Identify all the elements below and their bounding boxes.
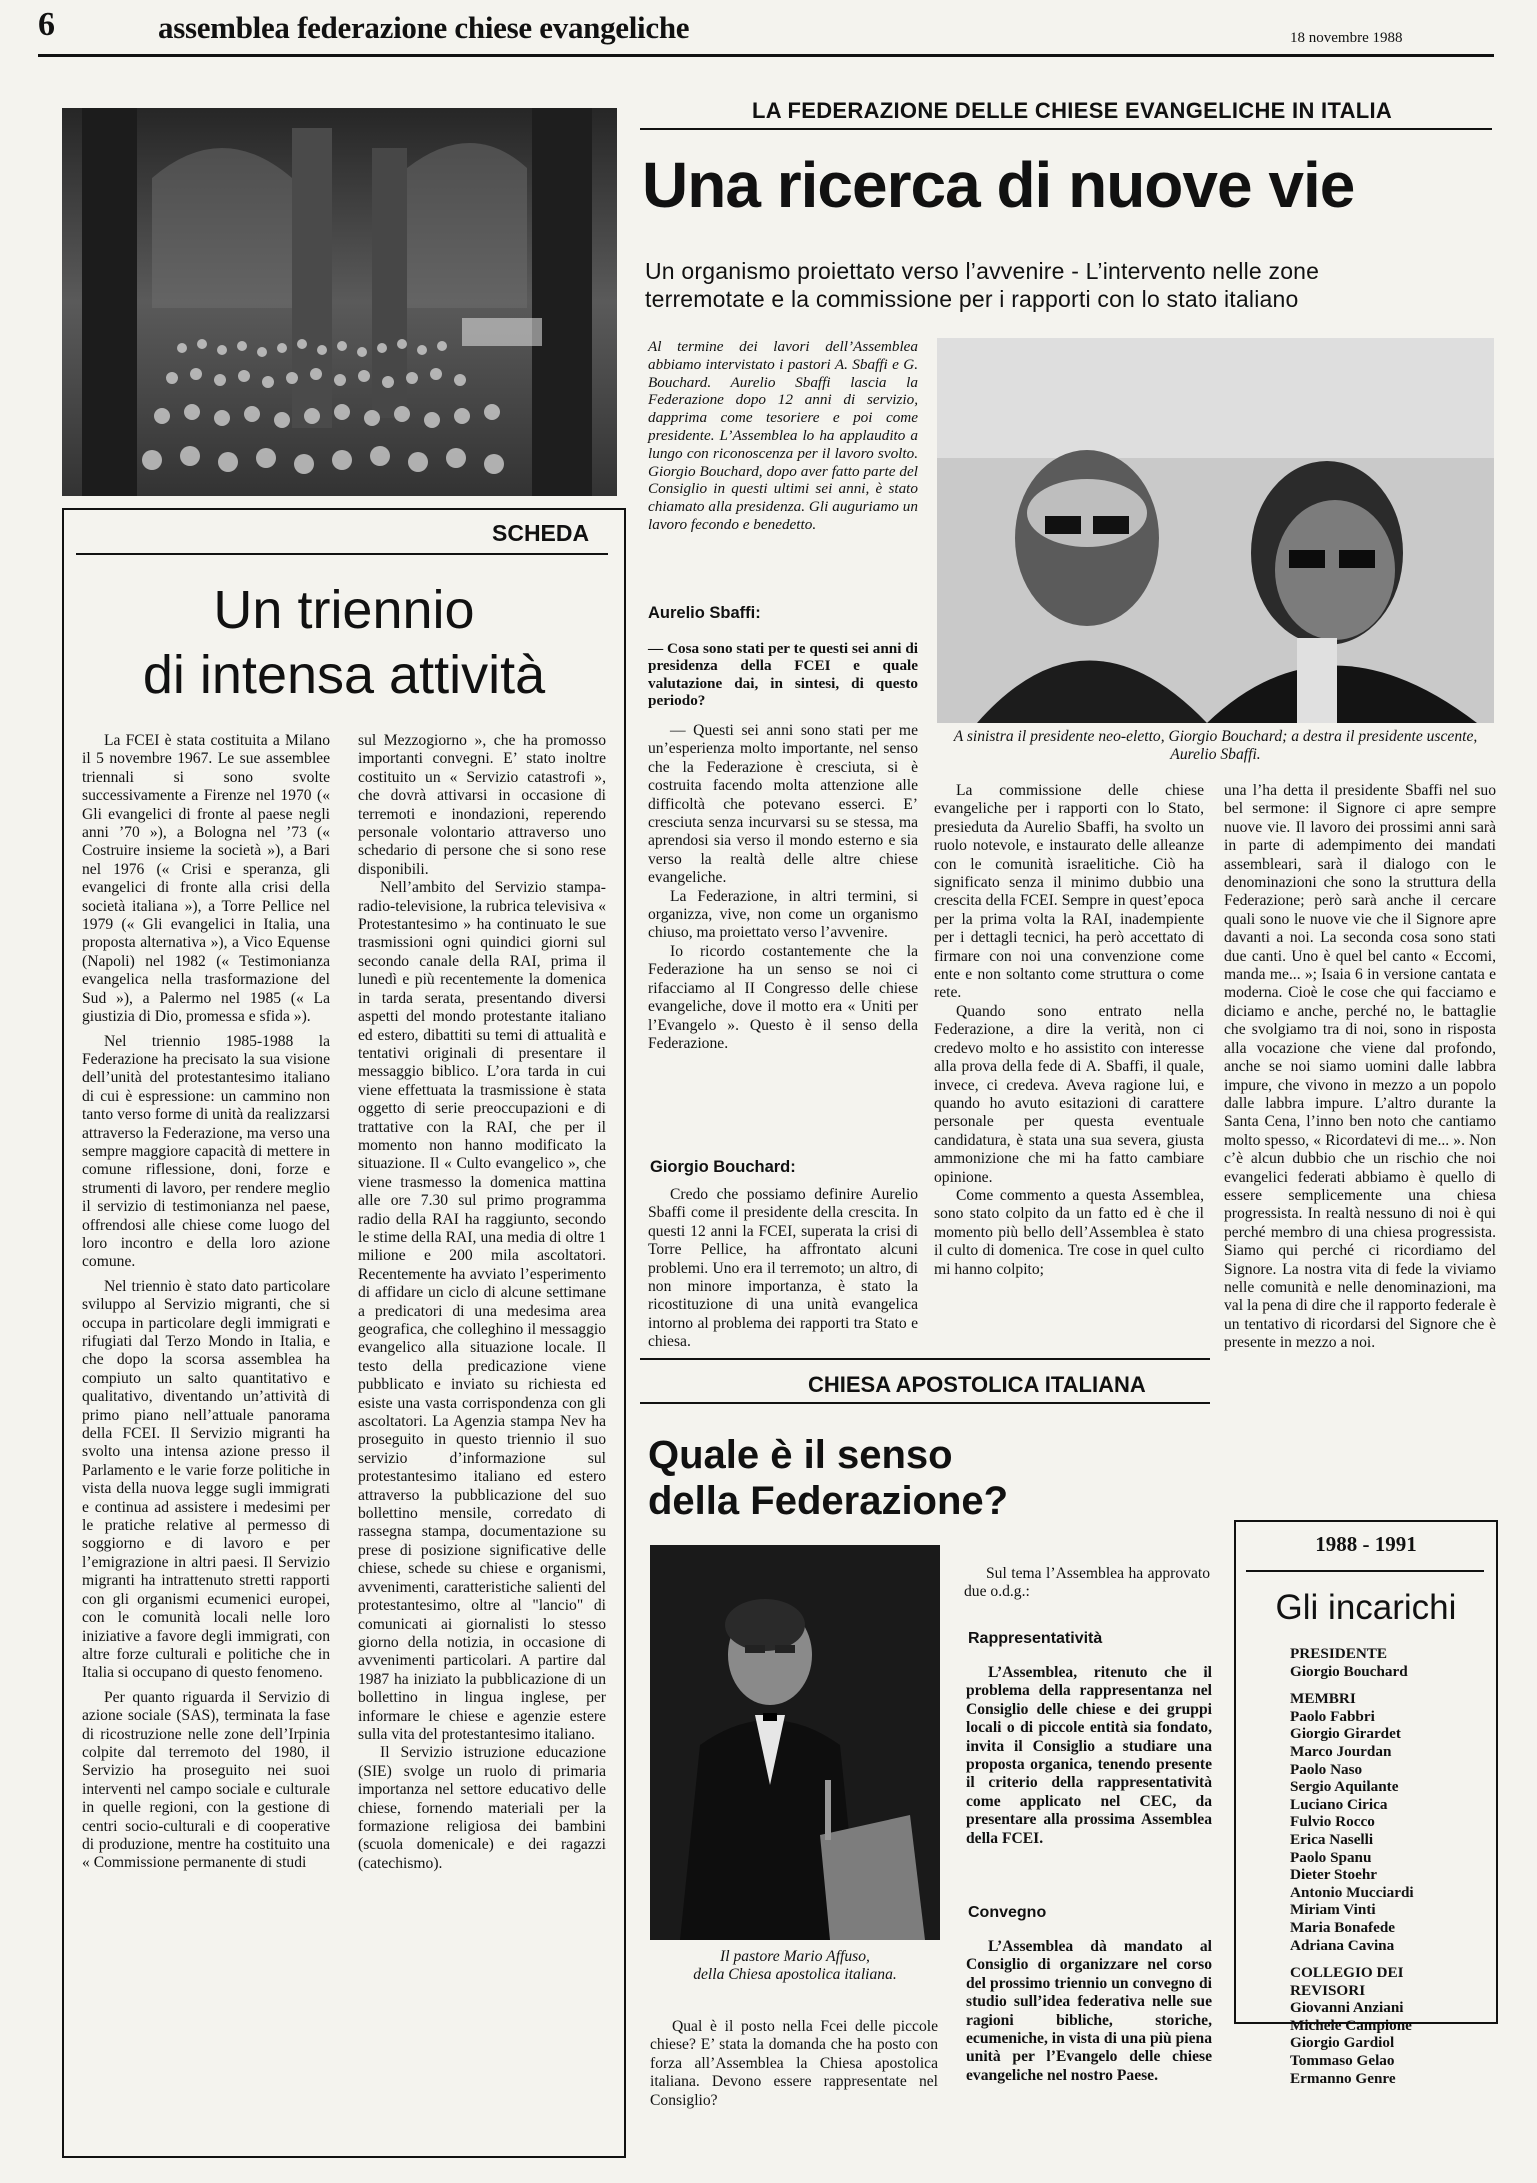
rappresentativita-subhead: Rappresentatività	[968, 1630, 1103, 1647]
incarichi-title: Gli incarichi	[1275, 1588, 1457, 1627]
incarichi-years: 1988 - 1991	[1315, 1532, 1417, 1556]
odg-convegno: L’Assemblea dà mandato al Consiglio di organizzare nel corso del prossimo triennio un convegno di studio sull’idea federativa nelle sue ragioni bibliche, storiche, ecumeniche, in vista di una più piena unità per l’Evangelo delle chiese evangeliche nel nostro Paese.	[966, 1938, 1212, 2084]
header-rule	[38, 54, 1494, 57]
speaker-bouchard-label: Giorgio Bouchard:	[650, 1158, 796, 1176]
main-column-3	[934, 782, 1204, 1279]
incarichi-list	[1290, 1645, 1490, 2087]
article-paragraph: Quando sono entrato nella Federazione, a dire la verità, non ci credevo molto e ho assistito con interesse alla prova della fede di A. Sbaffi, il quale, invece, ci credeva. Aveva ragione lui, e quando ho avuto esitazioni di carattere personale per questa eventuale candidatura, è stata una sua severa, giusta ammonizione che mi ha fatto cambiare opinione.	[934, 1002, 1204, 1186]
main-subtitle-line1: Un organismo proiettato verso l’avvenire - L’intervento nelle zone	[645, 258, 1320, 284]
main-kicker: LA FEDERAZIONE DELLE CHIESE EVANGELICHE IN ITALIA	[752, 98, 1393, 123]
membro: Luciano Cirica	[1290, 1795, 1388, 1813]
main-intro: Al termine dei lavori dell’Assemblea abbiamo intervistato i pastori A. Sbaffi e G. Bouchard. Aurelio Sbaffi lascia la Federazione dopo 12 anni di servizio, dapprima come tesoriere e poi come presidente. L’Assemblea lo ha applaudito a lungo con riconoscenza per il lavoro svolto. Giorgio Bouchard, dopo aver fatto parte del Consiglio in questi ultimi sei anni, è stato chiamato alla presidenza. Gli auguriamo un lavoro fecondo e benedetto.	[648, 338, 918, 533]
membro: Dieter Stoehr	[1290, 1866, 1378, 1884]
main-column-4	[1224, 782, 1496, 1353]
main-title: Una ricerca di nuove vie	[642, 149, 1355, 221]
incarichi-rule	[1246, 1570, 1484, 1572]
article-paragraph: una l’ha detta il presidente Sbaffi nel suo bel sermone: il Signore ci apre sempre nuove vie. Il lavoro dei prossimi anni sarà in parte di adempimento dei mandati assembleari, sarà il dialogo con le denominazioni che sono la struttura della Federazione; però sarà anche il cercare quali sono le nuove vie che il Signore apre davanti a noi. La seconda cosa sono stati due canti. Uno è quel bel canto « Eccomi, manda me... »; Isaia 6 in versione cantata e moderna. Cioè le cose che qui facciamo e diciamo e anche, perché no, le battaglie che svolgiamo tra di noi, sono in risposta alla vocazione che viene dal profondo, anche se noi siamo uomini dalle labbra impure, che vivono in mezzo a un popolo dalle labbra impure. L’altro durante la Santa Cena, l’inno ben noto che cantiamo molto spesso, « Ricordatevi di me... ». Non c’è alcun dubbio che un rischio che noi evangelici federati abbiamo è quello di essere semplicemente una chiesa progressista. In realtà nessuno di noi è qui perché membro di una chiesa progressista. Siamo qui perché ci ricordiamo del Signore. La nostra vita di fede la viviamo nelle comunità e nelle denominazioni, ma val la pena di dire che il rapporto federale è un tentativo di ricordarsi del Signore che è presente in mezzo a noi.	[1224, 782, 1496, 1352]
convegno-subhead: Convegno	[968, 1904, 1047, 1921]
apostolica-top-rule	[640, 1358, 1210, 1360]
assembly-hall-image	[62, 108, 617, 496]
membro: Paolo Naso	[1290, 1760, 1363, 1778]
article-paragraph: Come commento a questa Assemblea, sono stato colpito da un fatto ed è che il momento più bello dell’Assemblea è stato il culto di domenica. Tre cose in quel culto mi hanno colpito;	[934, 1186, 1204, 1278]
affuso-caption-line1: Il pastore Mario Affuso,	[720, 1948, 870, 1965]
affuso-photo	[650, 1545, 940, 1940]
scheda-rule	[76, 553, 608, 555]
membro: Fulvio Rocco	[1290, 1813, 1375, 1831]
apostolica-title-line1: Quale è il senso	[648, 1433, 953, 1477]
odg-rappresentativita: L’Assemblea, ritenuto che il problema della rappresentanza nel Consiglio delle chiese e dei gruppi locali o di piccole entità sia fondato, invita il Consiglio a studiare una proposta organica, tenendo presente il criterio della rappresentatività come applicato nel CEC, da presentare alla prossima Assemblea della FCEI.	[966, 1664, 1212, 1847]
two-men-image	[937, 338, 1494, 723]
sbaffi-answer	[648, 722, 918, 1053]
affuso-caption-line2: della Chiesa apostolica italiana.	[693, 1966, 897, 1983]
bouchard-answer	[648, 1186, 918, 1352]
pastor-at-lectern-image	[650, 1545, 940, 1940]
answer-paragraph: — Questi sei anni sono stati per me un’esperienza molto importante, nel senso che la Federazione è cresciuta, si è costruita facendo molta attenzione alle difficoltà che potevano esserci. E’ cresciuta senza incurvarsi su se stessa, ma aprendosi sia verso il mondo esterno e sia verso la realtà delle altre chiese evangeliche.	[648, 722, 918, 887]
revisore: Giovanni Anziani	[1290, 1999, 1404, 2017]
kicker-rule	[640, 128, 1492, 130]
page-number: 6	[38, 6, 55, 43]
membro: Giorgio Girardet	[1290, 1725, 1401, 1743]
scheda-paragraph: Nel triennio 1985-1988 la Federazione ha precisato la sua visione dell’unità del protestantesimo italiano di cui è espressione: un cammino non tanto verso forme di unità da realizzarsi attraverso la Federazione, ma verso una sempre maggiore capacità di mettere in comune riflessione, doni, forze e strumenti di lavoro, per rendere meglio il servizio di testimonianza nel paese, offrendosi alle chiese come luogo del loro incontro e della loro azione comune.	[82, 1032, 330, 1271]
assembly-photo	[62, 108, 617, 496]
scheda-column-1	[82, 732, 330, 1873]
answer-paragraph: Credo che possiamo definire Aurelio Sbaffi come il presidente della crescita. In questi 12 anni la FCEI, superata la crisi di Torre Pellice, ha affrontato alcuni problemi. Uno era il terremoto; un altro, di non minore importanza, è stato la ricostituzione di una unità evangelica intorno al problema dei rapporti tra Stato e chiesa.	[648, 1186, 918, 1351]
membro: Paolo Spanu	[1290, 1848, 1372, 1866]
interview-question: — Cosa sono stati per te questi sei anni di presidenza della FCEI e quale valutazione dai, in sintesi, di questo periodo?	[648, 640, 918, 710]
revisore: Ermanno Genre	[1290, 2069, 1396, 2087]
revisore: Tommaso Gelao	[1290, 2052, 1395, 2070]
answer-paragraph: La Federazione, in altri termini, si organizza, vive, non come un organismo chiuso, ma proiettato verso l’avvenire.	[648, 887, 918, 942]
issue-date: 18 novembre 1988	[1290, 30, 1403, 46]
scheda-column-2	[358, 732, 606, 1873]
scheda-paragraph: Nel triennio è stato dato particolare sviluppo al Servizio migranti, che si occupa in particolare degli immigrati e rifugiati dal Terzo Mondo in Italia, e che dopo la scorsa assemblea ha compiuto un salto quantitativo e qualitativo, diventando un’attività di primo piano nell’attuale panorama della FCEI. Il Servizio migranti ha svolto una intensa azione presso il Parlamento e le varie forze politiche in vista della nuova legge sugli immigrati e continua ad assistere i medesimi per le pratiche relative al permesso di soggiorno e di lavoro e per l’emigrazione in altri paesi. Il Servizio migranti ha intrattenuto stretti rapporti con gli organismi ecumenici europei, con le comunità locali nelle loro iniziative a favore degli immigrati, con altre forze culturali e politiche che in Italia si occupano di questo fenomeno.	[82, 1277, 330, 1682]
main-subtitle-line2: terremotate e la commissione per i rapporti con lo stato italiano	[645, 286, 1299, 312]
membro: Miriam Vinti	[1290, 1901, 1376, 1919]
apostolica-kicker: CHIESA APOSTOLICA ITALIANA	[808, 1372, 1146, 1397]
membro: Sergio Aquilante	[1290, 1778, 1399, 1796]
apostolica-body-2: Sul tema l’Assemblea ha approvato due o.d.g.:	[964, 1565, 1210, 1601]
membro: Marco Jourdan	[1290, 1742, 1392, 1760]
presidente-name: Giorgio Bouchard	[1290, 1662, 1408, 1680]
answer-paragraph: Io ricordo costantemente che la Federazione ha un senso se noi ci rifacciamo al II Congresso delle chiese evangeliche, dove il motto era « Uniti per l’Evangelo ». Questo è il senso della Federazione.	[648, 942, 918, 1052]
revisore: Michele Campione	[1290, 2016, 1412, 2034]
revisori-label: COLLEGIO DEI REVISORI	[1290, 1964, 1404, 1999]
speaker-sbaffi-label: Aurelio Sbaffi:	[648, 604, 761, 622]
apostolica-kicker-rule	[640, 1402, 1210, 1404]
publication-title: assemblea federazione chiese evangeliche	[158, 10, 690, 45]
membro: Antonio Mucciardi	[1290, 1883, 1414, 1901]
scheda-label: SCHEDA	[492, 520, 590, 546]
presidente-label: PRESIDENTE	[1290, 1645, 1388, 1662]
main-photo-caption: A sinistra il presidente neo-eletto, Giorgio Bouchard; a destra il presidente uscente, Aurelio Sbaffi.	[953, 728, 1478, 763]
apostolica-body: Qual è il posto nella Fcei delle piccole chiese? E’ stata la domanda che ha posto con forza all’Assemblea la Chiesa apostolica italiana. Devono essere rappresentate nel Consiglio?	[650, 2018, 938, 2109]
membro: Paolo Fabbri	[1290, 1707, 1375, 1725]
article-paragraph: La commissione delle chiese evangeliche per i rapporti con lo Stato, presieduta da Aurelio Sbaffi, ha svolto un ruolo notevole, e instaurato delle alleanze con le comunità israelitiche. Ciò ha significato senza il minimo dubbio una crescita della FCEI. Sempre in quest’epoca per la prima volta la RAI, inadempiente per i dettagli tecnici, ha però accettato di firmare con noi una convenzione come ente e non soltanto come struttura o come rete.	[934, 782, 1204, 1002]
sbaffi-bouchard-photo	[937, 338, 1494, 723]
membro: Adriana Cavina	[1290, 1936, 1395, 1954]
membro: Erica Naselli	[1290, 1830, 1374, 1848]
scheda-paragraph: Il Servizio istruzione educazione (SIE) svolge un ruolo di primaria importanza nel settore educativo delle chiese, fornendo materiali per la formazione religiosa dei bambini (scuola domenicale) e dei ragazzi (catechismo).	[358, 1744, 606, 1872]
scheda-paragraph: sul Mezzogiorno », che ha promosso importanti convegni. E’ stato inoltre costituito un « Servizio catastrofi », che dovrà attivarsi in occasione di terremoti e inondazioni, reperendo personale volontario attraverso uno schedario di persone che si sono rese disponibili.	[358, 732, 606, 878]
scheda-title-line1: Un triennio	[213, 580, 475, 640]
scheda-paragraph: Nell’ambito del Servizio stampa-radio-televisione, la rubrica televisiva « Protestantesimo » ha continuato le sue trasmissioni ogni quindici giorni sul secondo canale della RAI, prima il lunedì e più recentemente la domenica in tarda serata, presentando diversi aspetti del mondo protestante italiano ed estero, dibattiti su temi di attualità e tentativi originali di presentare il messaggio biblico. L’ora tarda in cui viene effettuata la trasmissione è stata oggetto di serie preoccupazioni e di trattative con la RAI, che per il momento non hanno modificato la situazione. Il « Culto evangelico », che viene trasmesso la domenica mattina alle ore 7.30 sul primo programma radio della RAI ha raggiunto, secondo le stime della RAI, una media di oltre 1 milione e 200 mila ascoltatori. Recentemente ha avviato l’esperimento di affidare un ciclo di alcune settimane a predicatori di una medesima area geografica, che colleghino il messaggio evangelico alla situazione locale. Il testo della predicazione viene pubblicato e inviato su richiesta ed esiste una vasta corrispondenza con gli ascoltatori. La Agenzia stampa Nev ha proseguito in questo triennio il suo servizio d’informazione sul protestantesimo italiano ed estero attraverso la pubblicazione del suo bollettino mensile, corredato di rassegna stampa, documentazione su prese di posizione significative delle chiese, schede su chiese e organismi, avvenimenti, caratteristiche salienti del protestantesimo, oltre al "lancio" di comunicati ai giornalisti lo stesso giorno della notizia, in occasione di avvenimenti particolari. A partire dal 1987 ha iniziato la pubblicazione di un bollettino in lingua inglese, per informare le chiese e agenzie estere sulla vita del protestantesimo italiano.	[358, 879, 606, 1743]
membro: Maria Bonafede	[1290, 1918, 1396, 1936]
revisore: Giorgio Gardiol	[1290, 2034, 1395, 2052]
apostolica-title-line2: della Federazione?	[648, 1479, 1009, 1523]
scheda-title-line2: di intensa attività	[142, 645, 546, 705]
scheda-paragraph: La FCEI è stata costituita a Milano il 5 novembre 1967. Le sue assemblee triennali si sono svolte successivamente a Firenze nel 1970 (« Gli evangelici di fronte al paese negli anni ’70 »), a Bologna nel ’73 (« Costruire insieme la società »), a Bari nel 1976 (« Crisi e speranza, gli evangelici di fronte alla crisi della società italiana »), a Torre Pellice nel 1979 (« Gli evangelici in Italia, una proposta alternativa »), a Vico Equense (Napoli) nel 1982 (« Testimonianza evangelica nella trasformazione del Sud »), a Palermo nel 1985 (« La giustizia di Dio, promessa e sfida »).	[82, 732, 330, 1026]
membri-label: MEMBRI	[1290, 1690, 1356, 1708]
scheda-paragraph: Per quanto riguarda il Servizio di azione sociale (SAS), terminata la fase di ricostruzione nelle zone dell’Irpinia colpite dal terremoto del 1980, il Servizio ha proseguito nei suoi interventi nel campo sociale e culturale in quelle regioni, con la gestione di centri socio-culturali e di cooperative di produzione, mentre ha costituito una « Commissione permanente di studi	[82, 1688, 330, 1872]
